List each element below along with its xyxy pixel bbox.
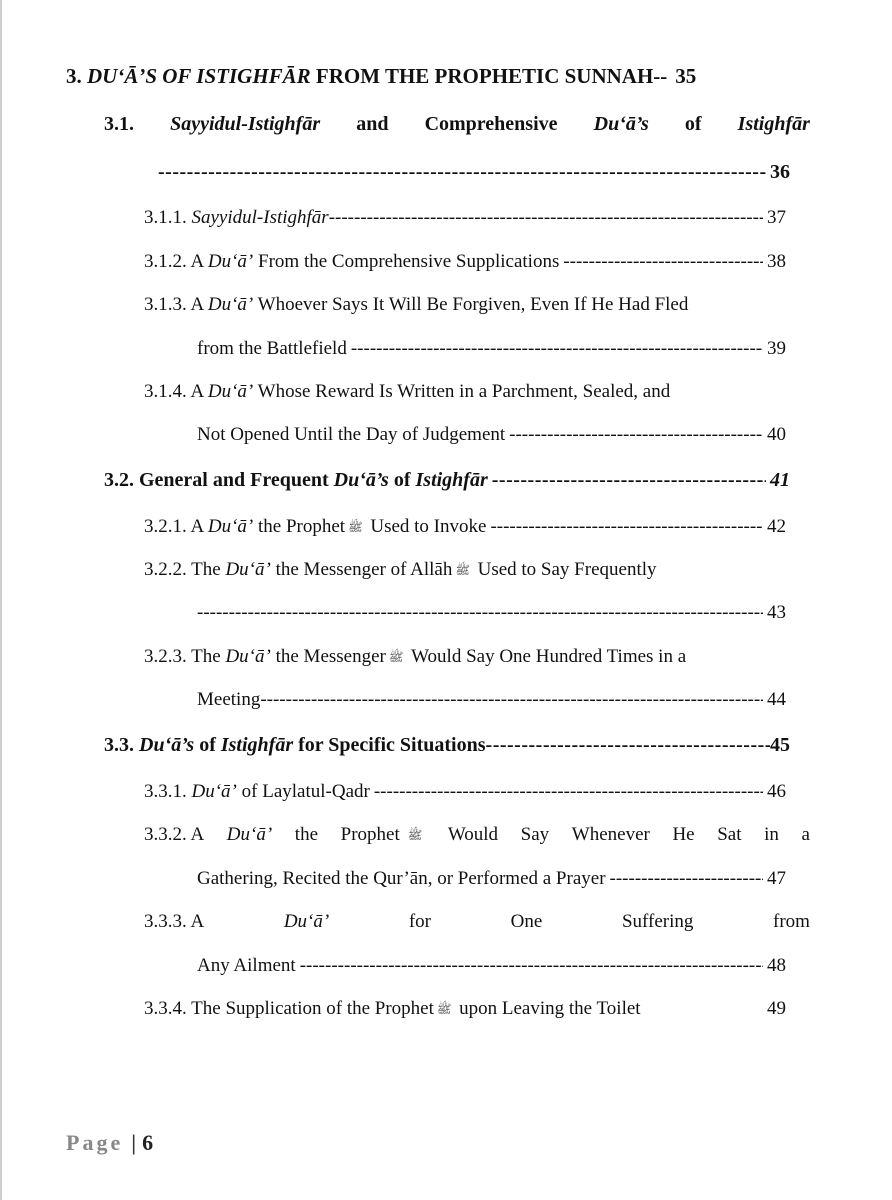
dot-leader	[351, 338, 763, 360]
toc-entry-title: 3.3.1. Du‘ā’ of Laylatul-Qadr	[144, 781, 370, 802]
toc-entry-text: Any Ailment	[197, 955, 296, 976]
toc-entry-word: Sat	[717, 824, 742, 845]
toc-entry-word: One	[510, 911, 543, 932]
section-word: Sayyidul-Istighfār	[170, 113, 321, 135]
section-word: of	[684, 113, 702, 135]
toc-page-number: 42	[767, 516, 786, 537]
toc-page-number: 45	[770, 734, 790, 756]
toc-entry-text: Whose Reward Is Written in a Parchment, Sealed, and	[253, 381, 671, 402]
pbuh-symbol: ﷺ	[407, 828, 423, 842]
toc-entry-text: Du‘ā’	[207, 381, 254, 402]
toc-entry-text: 3.2.2. The	[144, 559, 226, 580]
dot-leader	[490, 516, 763, 538]
toc-entry-text: the Messenger of Allāh	[270, 559, 453, 580]
toc-entry-text: 3.2.3. The	[144, 646, 226, 667]
toc-entry-3-3-1[interactable]	[144, 781, 786, 803]
toc-entry-3-3-3-line2[interactable]	[197, 955, 786, 977]
toc-entry-word: 3.3.3. A	[144, 911, 205, 932]
toc-entry-text: Du‘ā’	[207, 294, 254, 315]
toc-entry-3-3-2-line2[interactable]	[197, 868, 786, 890]
toc-entry-3-2-3-line2[interactable]	[197, 689, 786, 711]
toc-entry-word: Would	[447, 824, 499, 845]
dot-leader	[492, 469, 766, 492]
dot-leader	[300, 955, 763, 977]
toc-section-title: 3.2. General and Frequent Du‘ā’s of Istighfār	[104, 469, 488, 491]
toc-page-number: 36	[770, 161, 790, 183]
toc-entry-word: Du‘ā’	[226, 824, 273, 845]
toc-entry-title: 3.1.1. Sayyidul-Istighfār	[144, 207, 329, 228]
toc-page-number: 49	[767, 998, 786, 1019]
dot-leader	[610, 868, 763, 890]
toc-section-3-3[interactable]	[104, 734, 790, 757]
toc-entry-3-1-2[interactable]	[144, 251, 786, 273]
toc-entry-3-1-3[interactable]	[144, 294, 688, 316]
toc-page-number: 43	[767, 602, 786, 623]
toc-entry-word: 3.3.2. A	[144, 824, 205, 845]
dot-leader	[374, 781, 763, 803]
toc-entry-word: He	[672, 824, 695, 845]
toc-entry-3-2-3[interactable]	[144, 646, 686, 668]
section-word: Istighfār	[737, 113, 810, 135]
section-word: and	[356, 113, 389, 135]
dot-leader	[486, 734, 770, 757]
dot-leader	[158, 161, 766, 184]
toc-section-3-2[interactable]	[104, 469, 790, 492]
toc-entry-text: 3.1.4. A	[144, 381, 208, 402]
toc-entry-word: Whenever	[571, 824, 650, 845]
toc-page-number: 39	[767, 338, 786, 359]
toc-entry-3-1-1[interactable]	[144, 207, 786, 229]
toc-entry-word: Suffering	[621, 911, 694, 932]
toc-entry-text: Used to Say Frequently	[472, 559, 657, 580]
toc-entry-word: the	[294, 824, 319, 845]
toc-page-number: 44	[767, 689, 786, 710]
toc-entry-text: the Messenger	[270, 646, 386, 667]
toc-entry-3-3-2[interactable]	[144, 824, 810, 846]
toc-entry-3-1-4-line2[interactable]	[197, 424, 786, 446]
toc-section-3-1[interactable]	[104, 113, 810, 136]
toc-entry-word: Du‘ā’	[283, 911, 330, 932]
toc-entry-3-1-4[interactable]	[144, 381, 670, 403]
toc-entry-text: from the Battlefield	[197, 338, 347, 359]
toc-entry-title: 3.3.4. The Supplication of the Prophet ﷺ upon Leaving the Toilet	[144, 998, 641, 1019]
toc-entry-3-3-3[interactable]	[144, 911, 810, 933]
toc-entry-word: Prophet ﷺ	[340, 824, 423, 845]
toc-entry-text: Whoever Says It Will Be Forgiven, Even If He Had Fled	[253, 294, 689, 315]
toc-entry-text: Not Opened Until the Day of Judgement	[197, 424, 506, 445]
toc-entry-word: in	[764, 824, 779, 845]
toc-section-title: 3.3. Du‘ā’s of Istighfār for Specific Situations	[104, 734, 486, 756]
section-word: Du‘ā’s	[593, 113, 649, 135]
dot-leader	[329, 207, 763, 229]
pbuh-symbol: ﷺ	[436, 1002, 452, 1016]
pbuh-symbol: ﷺ	[455, 563, 470, 577]
footer-separator: |	[131, 1130, 137, 1155]
toc-chapter-3[interactable]	[66, 64, 796, 89]
toc-entry-3-2-2[interactable]	[144, 559, 657, 581]
toc-page-number: 47	[767, 868, 786, 889]
toc-entry-word: for	[408, 911, 432, 932]
toc-page-number: 38	[767, 251, 786, 272]
toc-entry-3-2-1[interactable]	[144, 516, 786, 538]
toc-page-number: 46	[767, 781, 786, 802]
toc-page-number: 48	[767, 955, 786, 976]
dot-leader	[563, 251, 763, 273]
toc-entry-text: Gathering, Recited the Qur’ān, or Performed a Prayer	[197, 868, 606, 889]
pbuh-symbol: ﷺ	[348, 520, 363, 534]
pbuh-symbol: ﷺ	[388, 650, 404, 664]
toc-entry-word: a	[801, 824, 810, 845]
toc-entry-text: Would Say One Hundred Times in a	[406, 646, 687, 667]
section-number: 3.1.	[104, 113, 134, 135]
toc-entry-text: Du‘ā’	[225, 646, 271, 667]
toc-entry-title: 3.1.2. A Du‘ā’ From the Comprehensive Supplications	[144, 251, 560, 272]
toc-entry-text: 3.1.3. A	[144, 294, 208, 315]
toc-page-number: 37	[767, 207, 786, 228]
toc-entry-3-3-4[interactable]	[144, 998, 786, 1020]
dot-leader	[509, 424, 763, 446]
toc-page-number: 40	[767, 424, 786, 445]
toc-chapter-3-title: 3. DU‘Ā’S OF ISTIGHFĀR FROM THE PROPHETIC SUNNAH--	[66, 64, 668, 88]
toc-entry-word: from	[773, 911, 810, 932]
toc-page-number: 41	[770, 469, 790, 491]
footer-page-number: 6	[142, 1130, 154, 1155]
footer-page-word: Page	[66, 1130, 124, 1155]
toc-entry-text: Du‘ā’	[225, 559, 271, 580]
dot-leader	[260, 689, 763, 711]
dot-leader	[197, 602, 763, 624]
toc-section-3-1-leader	[158, 161, 790, 184]
toc-page-number: 35	[675, 64, 697, 88]
page-edge	[0, 0, 2, 1200]
toc-entry-text: Meeting	[197, 689, 261, 710]
toc-entry-3-2-2-line2[interactable]	[197, 602, 786, 624]
toc-entry-word: Say	[520, 824, 550, 845]
toc-entry-title: 3.2.1. A Du‘ā’ the Prophet ﷺ Used to Invoke	[144, 516, 487, 537]
page-footer	[66, 1130, 153, 1156]
toc-entry-3-1-3-line2[interactable]	[197, 338, 786, 360]
section-word: Comprehensive	[424, 113, 558, 135]
